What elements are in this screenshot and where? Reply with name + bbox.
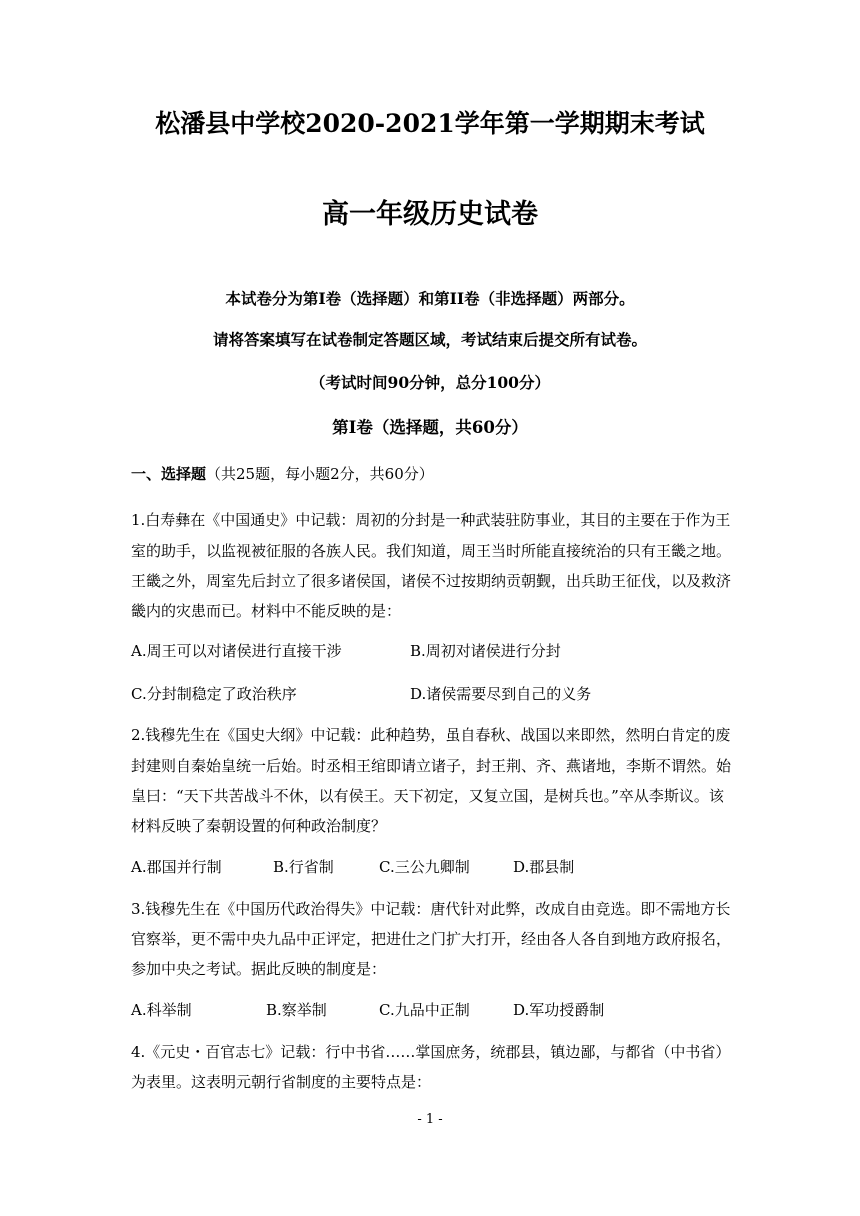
question-1-option-b: B.周初对诸侯进行分封 <box>410 642 561 660</box>
question-3-option-b: B.察举制 <box>266 1001 327 1019</box>
question-3-line: 3.钱穆先生在《中国历代政治得失》中记载：唐代针对此弊，改成自由竞选。即不需地方长 <box>131 900 731 918</box>
instruction-line: （考试时间90分钟，总分100分） <box>310 373 550 392</box>
page-number: - 1 - <box>417 1112 443 1127</box>
question-3-option-c: C.九品中正制 <box>379 1001 470 1019</box>
instruction-line: 本试卷分为第I卷（选择题）和第II卷（非选择题）两部分。 <box>225 289 635 308</box>
question-1-line: 室的助手，以监视被征服的各族人民。我们知道，周王当时所能直接统治的只有王畿之地。 <box>131 542 732 560</box>
question-2-option-b: B.行省制 <box>273 858 334 876</box>
part-label: 一、选择题 <box>131 465 207 483</box>
question-2-line: 材料反映了秦朝设置的何种政治制度？ <box>131 817 387 835</box>
question-3-line: 参加中央之考试。据此反映的制度是： <box>131 960 387 978</box>
part-note: （共25题，每小题2分，共60分） <box>206 465 434 483</box>
question-1-option-c: C.分封制稳定了政治秩序 <box>131 685 297 703</box>
question-1-option-a: A.周王可以对诸侯进行直接干涉 <box>131 642 342 660</box>
question-1-option-d: D.诸侯需要尽到自己的义务 <box>410 685 592 703</box>
question-1-line: 王畿之外，周室先后封立了很多诸侯国，诸侯不过按期纳贡朝觐，出兵助王征伐，以及救济 <box>131 572 732 590</box>
part-heading <box>131 463 434 484</box>
question-2-option-a: A.郡国并行制 <box>131 858 222 876</box>
question-4-line: 4.《元史・百官志七》记载：行中书省……掌国庶务，统郡县，镇边鄙，与都省（中书省） <box>131 1043 731 1061</box>
question-1-line: 畿内的灾患而已。材料中不能反映的是： <box>131 602 402 620</box>
question-2-line: 封建则自秦始皇统一后始。时丞相王绾即请立诸子，封王荆、齐、燕诸地，李斯不谓然。始 <box>131 757 732 775</box>
question-3-option-d: D.军功授爵制 <box>513 1001 605 1019</box>
question-1-line: 1.白寿彝在《中国通史》中记载：周初的分封是一种武装驻防事业，其目的主要在于作为王 <box>131 511 731 529</box>
question-2-option-c: C.三公九卿制 <box>379 858 470 876</box>
section-title: 第I卷（选择题，共60分） <box>332 418 528 437</box>
exam-title: 松潘县中学校2020-2021学年第一学期期末考试 <box>155 109 705 138</box>
question-2-line: 2.钱穆先生在《国史大纲》中记载：此种趋势，虽自春秋、战国以来即然，然明白肯定的废 <box>131 726 731 744</box>
exam-subtitle: 高一年级历史试卷 <box>322 199 538 230</box>
instruction-line: 请将答案填写在试卷制定答题区域，考试结束后提交所有试卷。 <box>212 330 647 349</box>
question-3-option-a: A.科举制 <box>131 1001 192 1019</box>
question-2-line: 皇曰：“天下共苦战斗不休，以有侯王。天下初定，又复立国，是树兵也。”卒从李斯议。该 <box>131 787 724 805</box>
question-4-line: 为表里。这表明元朝行省制度的主要特点是： <box>131 1073 432 1091</box>
question-3-line: 官察举，更不需中央九品中正评定，把进仕之门扩大打开，经由各人各自到地方政府报名， <box>131 930 732 948</box>
question-2-option-d: D.郡县制 <box>513 858 575 876</box>
